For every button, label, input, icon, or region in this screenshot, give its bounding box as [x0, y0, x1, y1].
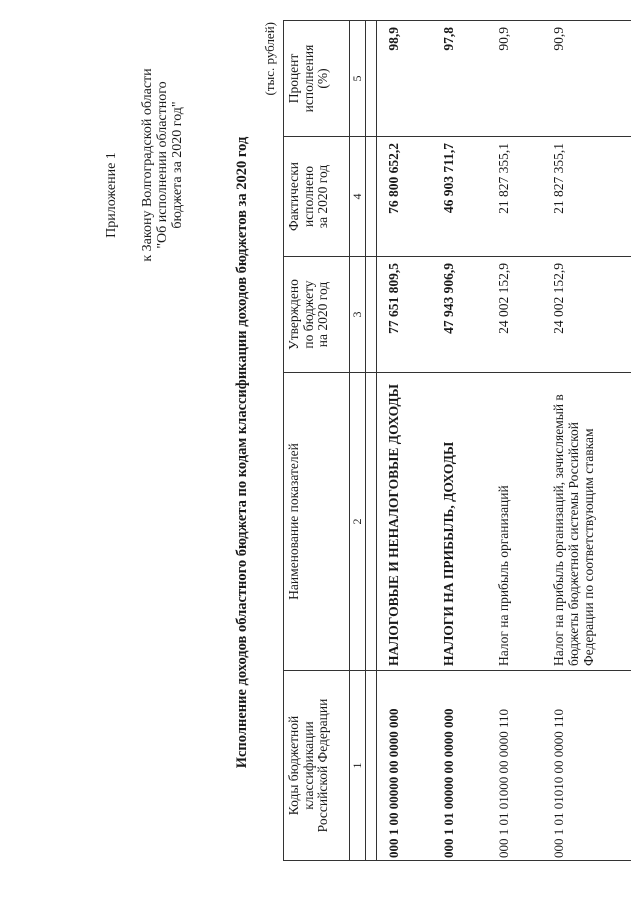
table-row [432, 21, 487, 861]
law-line: "Об исполнении областного [155, 81, 170, 249]
row-approved: 77 651 809,5 [377, 257, 433, 373]
law-line: к Закону Волгоградской области [140, 68, 155, 262]
table-header-row [284, 21, 350, 861]
row-approved: 24 002 152,9 [542, 257, 631, 373]
row-actual: 46 903 711,7 [432, 137, 487, 257]
header-name: Наименование показателей [284, 373, 350, 671]
document-title: Исполнение доходов областного бюджета по кодам классификации доходов бюджетов за 2020 год [234, 136, 250, 769]
column-number: 5 [350, 21, 366, 137]
row-code: 000 1 01 00000 00 0000 000 [432, 671, 487, 861]
column-number: 3 [350, 257, 366, 373]
row-name: НАЛОГОВЫЕ И НЕНАЛОГОВЫЕ ДОХОДЫ [377, 373, 433, 671]
appendix-label: Приложение 1 [104, 152, 119, 238]
table-row [487, 21, 542, 861]
row-percent: 90,9 [487, 21, 542, 137]
column-number: 4 [350, 137, 366, 257]
law-line: бюджета за 2020 год" [170, 101, 185, 229]
table-row [542, 21, 631, 861]
row-actual: 21 827 355,1 [487, 137, 542, 257]
row-percent: 98,9 [377, 21, 433, 137]
row-code: 000 1 00 00000 00 0000 000 [377, 671, 433, 861]
column-number-row [350, 21, 366, 861]
units-label: (тыс. рублей) [262, 22, 277, 96]
row-actual: 21 827 355,1 [542, 137, 631, 257]
header-percent: Процент исполнения (%) [284, 21, 350, 137]
row-actual: 76 800 652,2 [377, 137, 433, 257]
column-number: 2 [350, 373, 366, 671]
row-code: 000 1 01 01010 00 0000 110 [542, 671, 631, 861]
revenue-table [283, 20, 631, 861]
row-percent: 90,9 [542, 21, 631, 137]
table-row [377, 21, 433, 861]
header-approved: Утверждено по бюджету на 2020 год [284, 257, 350, 373]
row-name: Налог на прибыль организаций, зачисляемый в бюджеты бюджетной системы Российской Федерации по соответствующим ставкам [542, 373, 631, 671]
row-approved: 47 943 906,9 [432, 257, 487, 373]
row-percent: 97,8 [432, 21, 487, 137]
row-name: НАЛОГИ НА ПРИБЫЛЬ, ДОХОДЫ [432, 373, 487, 671]
header-codes: Коды бюджетной классификации Российской Федерации [284, 671, 350, 861]
spacer-row [366, 21, 377, 861]
row-code: 000 1 01 01000 00 0000 110 [487, 671, 542, 861]
column-number: 1 [350, 671, 366, 861]
row-name: Налог на прибыль организаций [487, 373, 542, 671]
header-actual: Фактически исполнено за 2020 год [284, 137, 350, 257]
row-approved: 24 002 152,9 [487, 257, 542, 373]
law-reference [140, 65, 185, 265]
